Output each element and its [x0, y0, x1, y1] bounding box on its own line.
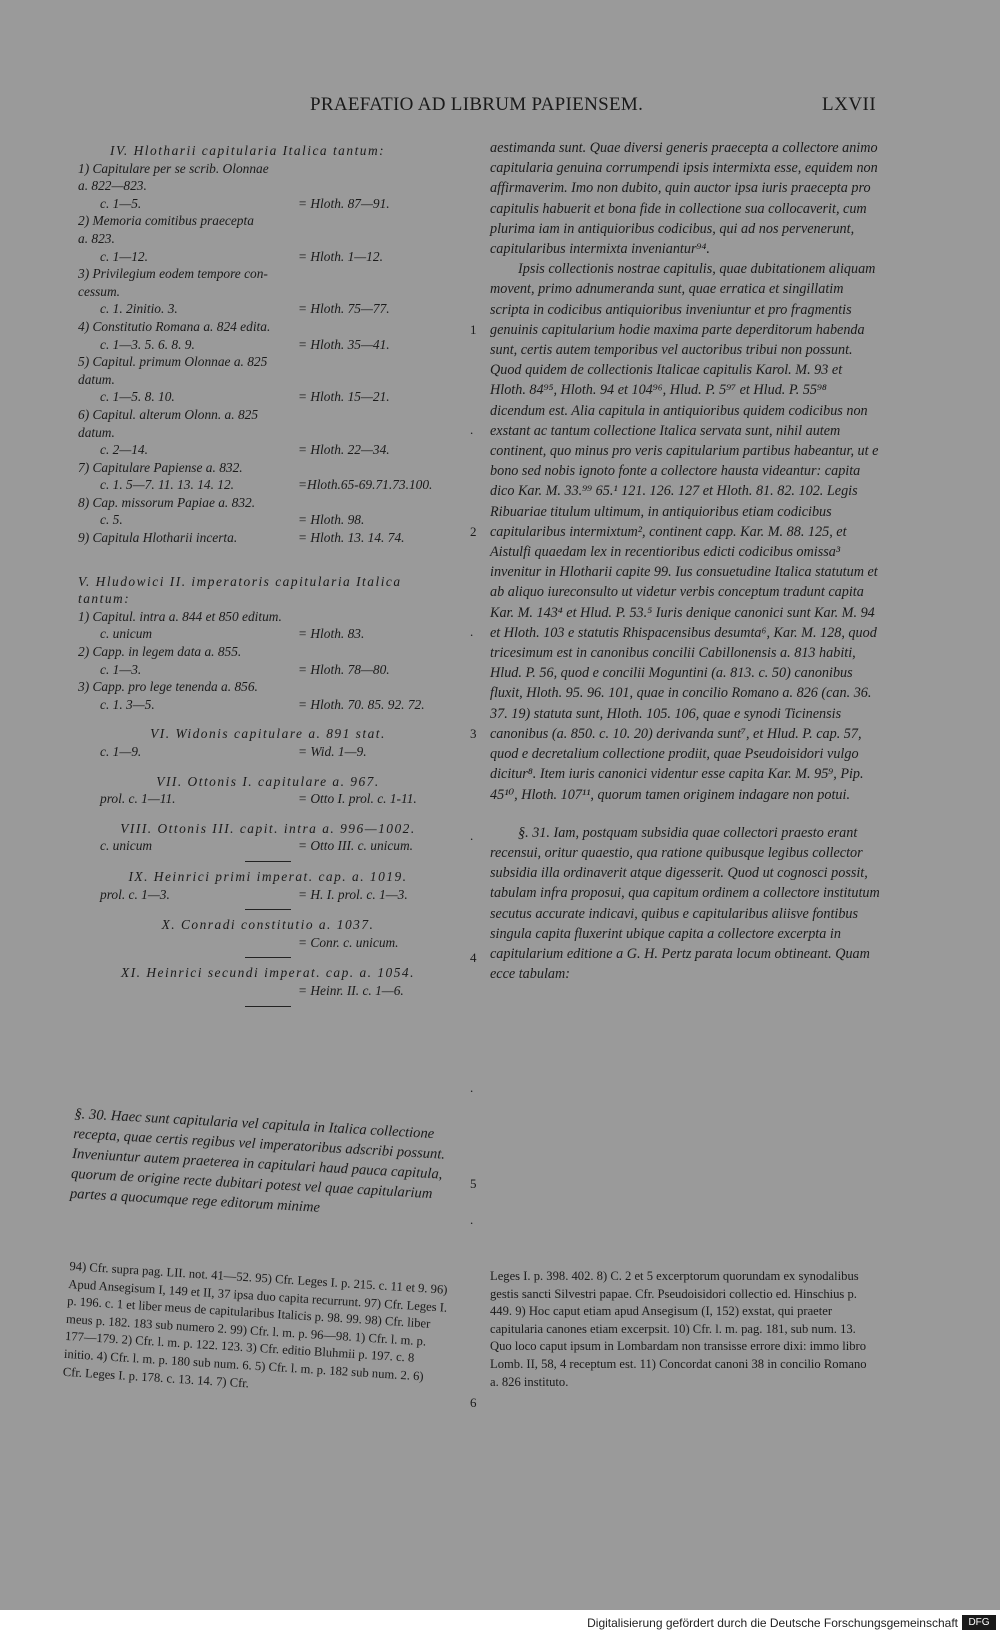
- entry-reference: = Hloth. 13. 14. 74.: [298, 530, 405, 546]
- entry-reference: = Wid. 1—9.: [298, 744, 367, 759]
- entry-label: 8) Cap. missorum Papiae a. 832.: [78, 494, 256, 510]
- entry-row: [78, 696, 458, 714]
- entry-row: [78, 195, 458, 213]
- entry-row: [78, 424, 458, 442]
- entry-label: 1) Capitul. intra a. 844 et 850 editum.: [78, 608, 282, 624]
- entry-reference: = Otto III. c. unicum.: [298, 838, 414, 854]
- margin-number: 4: [470, 950, 477, 965]
- entry-reference: = Hloth. 22—34.: [298, 442, 390, 458]
- entry-row: [78, 459, 458, 477]
- entry-label: 2) Memoria comitibus praecepta: [78, 213, 254, 229]
- margin-number: 3: [470, 726, 477, 741]
- entry-row: [78, 265, 458, 283]
- entry-row: [78, 743, 458, 761]
- entry-row: [78, 230, 458, 248]
- entry-row: [78, 248, 458, 266]
- paragraph-31: §. 31. Iam, postquam subsidia quae collectori praesto erant recensui, oritur quaestio, qua ratione quibusque legibus collector subsidia illa ordinaverit atque digesserit. Quod ut cognosci possit, tabulam infra proposui, qua capitum ordinem a collectore institutum secutus accurate indicavi, quibus e capitularibus aliisve fontibus singula capita fluxerint ubique capita a collectore excerpta in capitularium editione a G. H. Pertz parata locum obtineant. Quam ecce tabulam:: [490, 824, 880, 983]
- section-iv-title: IV. Hlotharii capitularia Italica tantum:: [110, 143, 386, 158]
- entry-label: c. 1—5.: [100, 195, 142, 211]
- entry-row: [78, 177, 458, 195]
- section-xi-list: [78, 982, 458, 1000]
- margin-dot: .: [470, 1212, 474, 1227]
- entry-label: 9) Capitula Hlotharii incerta.: [78, 530, 238, 546]
- entry-reference: = Hloth. 83.: [298, 626, 365, 642]
- entry-label: prol. c. 1—3.: [100, 886, 170, 902]
- section-vi-title: VI. Widonis capitulare a. 891 stat.: [150, 726, 386, 742]
- entry-row: [78, 511, 458, 529]
- entry-row: [78, 476, 458, 494]
- entry-row: [78, 406, 458, 424]
- margin-dot: .: [470, 422, 474, 437]
- entry-row: [78, 318, 458, 336]
- margin-dot: .: [470, 624, 474, 639]
- entry-label: c. 1. 5—7. 11. 13. 14. 12.: [100, 477, 235, 493]
- entry-row: [78, 837, 458, 855]
- entry-reference: = Hloth. 15—21.: [298, 389, 390, 405]
- entry-label: a. 822—823.: [78, 178, 147, 194]
- entry-label: datum.: [78, 371, 115, 387]
- right-column: [490, 138, 880, 984]
- footer-credit: Digitalisierung gefördert durch die Deutsche Forschungsgemeinschaft: [587, 1616, 958, 1630]
- entry-row: [78, 283, 458, 301]
- section-vii-list: [78, 790, 458, 808]
- entry-label: prol. c. 1—11.: [100, 791, 176, 807]
- entry-row: [78, 529, 458, 547]
- entry-label: 2) Capp. in legem data a. 855.: [78, 644, 242, 660]
- entry-reference: = Hloth. 35—41.: [298, 336, 390, 352]
- margin-dot: .: [470, 828, 474, 843]
- entry-row: [78, 371, 458, 389]
- entry-row: [78, 353, 458, 371]
- margin-number: 6: [470, 1395, 477, 1410]
- section-x-title: X. Conradi constitutio a. 1037.: [161, 917, 375, 933]
- entry-row: [78, 212, 458, 230]
- entry-label: c. 1—9.: [100, 744, 142, 759]
- section-v-list: [78, 608, 458, 714]
- entry-row: [78, 643, 458, 661]
- section-vii-title: VII. Ottonis I. capitulare a. 967.: [156, 773, 380, 789]
- page-number: LXVII: [822, 94, 877, 115]
- section-v-title: V. Hludowici II. imperatoris capitularia Italica tantum:: [78, 573, 402, 607]
- entry-row: [78, 160, 458, 178]
- left-column: [78, 142, 458, 1013]
- entry-row: [78, 790, 458, 808]
- paragraph-right-2: Ipsis collectionis nostrae capitulis, quae dubitationem aliquam movent, primo adnumeranda sunt, quae erratica et singillatim scripta in codicibus antiquioribus inveniuntur et pro fragmentis genuinis capitularium hodie maxima parte deperditorum habenda sunt, certis autem temporibus vel auctoribus tribui non possunt. Quod quidem de collectionis Italicae capitulis Karol. M. 93 et Hloth. 84⁹⁵, Hloth. 94 et 104⁹⁶, Hlud. P. 5⁹⁷ et Hlud. P. 55⁹⁸ dicendum est. Alia capitula in antiquioribus quidem codicibus non exstant ac tantum collectione Italica servata sunt, nihil autem continent, quo minus pro veris capitularium partibus habeantur, ut e bono sed nobis ignoto fonte a collectore hausta videantur: capita dico Kar. M. 33.⁹⁹ 65.¹ 121. 126. 127 et Hloth. 81. 82. 102. Legis Ribuariae titulum ultimum, in antiquioribus etiam codicibus capitularibus intermixtum², continent capp. Kar. M. 88. 125, et Aistulfi quaedam lex in recentioribus edicti codicibus omissa³ invenitur in Hlotharii capite 99. Ius consuetudine Italica statutum et ab aliquo iureconsulto ut videtur verbis conceptum tradunt capita Kar. M. 143⁴ et Hlud. P. 53.⁵ Iuris denique canonici sunt Kar. M. 94 et Hloth. 103 e statutis Rhispacensibus desumta⁶, Kar. M. 128, quod tricesimum est in canonibus concilii Cabillonensis a. 813 habiti, Hlud. P. 56, quod e concilii Moguntini (a. 813. c. 50) canonibus fluxit, Hloth. 95. 96. 101, quae in concilio Romano a. 826 (can. 36. 37. 19) statuta sunt, Hloth. 105. 106, quae e synodi Ticinensis canonibus (a. 850. c. 10. 20) derivanda sunt⁷, et Hlud. P. cap. 57, quod e decretalium collectione prodiit, quae Pseudoisidori vulgo dicitur⁸. Item iuris canonici videntur esse capita Kar. M. 95⁹, Pip. 45¹⁰, Hloth. 107¹¹, quorum tamen originem indagare non potui.: [490, 261, 879, 803]
- entry-label: 1) Capitulare per se scrib. Olonnae: [78, 160, 269, 176]
- entry-label: 6) Capitul. alterum Olonn. a. 825: [78, 406, 259, 422]
- section-x-list: [78, 934, 458, 952]
- margin-number: 1: [470, 322, 477, 337]
- entry-row: [78, 661, 458, 679]
- entry-row: [78, 982, 458, 1000]
- entry-row: [78, 494, 458, 512]
- entry-row: [78, 678, 458, 696]
- divider: [245, 861, 291, 862]
- entry-row: [78, 336, 458, 354]
- entry-reference: =Hloth.65-69.71.73.100.: [298, 477, 433, 493]
- entry-row: [78, 441, 458, 459]
- entry-label: c. 5.: [100, 512, 123, 528]
- footnotes-left: 94) Cfr. supra pag. LII. not. 41—52. 95) Cfr. Leges I. p. 215. c. 11 et 9. 96) Apud Ansegisum I, 149 et II, 37 ipsa duo capita recurrunt. 97) Cfr. Leges I. p. 196. c. 1 et liber meus de capitularibus Italicis p. 98. 99. 98) Cfr. liber meus p. 182. 183 sub numero 2. 99) Cfr. l. m. p. 96—98. 1) Cfr. l. m. p. 177—179. 2) Cfr. l. m. p. 122. 123. 3) Cfr. editio Bluhmii p. 197. c. 8 initio. 4) Cfr. l. m. p. 180 sub num. 6. 5) Cfr. l. m. p. 182 sub num. 2. 6) Cfr. Leges I. p. 178. c. 13. 14. 7) Cfr.: [62, 1258, 448, 1391]
- entry-reference: = Conr. c. unicum.: [298, 934, 399, 950]
- entry-row: [78, 934, 458, 952]
- footnotes-right: Leges I. p. 398. 402. 8) C. 2 et 5 excerptorum quorundam ex synodalibus gestis sancti Silvestri papae. Cfr. Pseudoisidori collectio ed. Hinschius p. 449. 9) Hoc caput etiam apud Ansegisum (I, 152) exstat, qui praeter capitularia canones etiam excerpsit. 10) Cfr. l. m. pag. 181, sub num. 13. Quo loco caput ipsum in Lombardam non transisse errore dixi: immo libro Lomb. II, 58, 4 receptum est. 11) Concordat canoni 38 in concilio Romano a. 826 instituto.: [490, 1269, 867, 1389]
- entry-label: c. unicum: [100, 626, 153, 642]
- entry-row: [78, 625, 458, 643]
- entry-reference: = Hloth. 78—80.: [298, 661, 390, 677]
- entry-reference: = Hloth. 1—12.: [298, 248, 383, 264]
- entry-row: [78, 886, 458, 904]
- paragraph-right-1: aestimanda sunt. Quae diversi generis praecepta a collectore animo capitularia genuina corrumpendi ipsis intermixta esse, equidem non affirmaverim. Imo non dubito, quin auctor ipsa iuris praecepta pro capitulis habuerit et bona fide in collectione sua collocaverit, cum plurima iam in antiquioribus codicibus, qui ad nos pervenerunt, capitularibus intermixta inveniantur⁹⁴.: [490, 140, 878, 258]
- entry-reference: = Heinr. II. c. 1—6.: [298, 982, 404, 998]
- divider: [245, 957, 291, 958]
- section-ix-list: [78, 886, 458, 904]
- section-vi-list: [78, 743, 458, 761]
- entry-row: [78, 388, 458, 406]
- entry-label: c. 1—3.: [100, 661, 142, 677]
- paragraph-30: §. 30. Haec sunt capitularia vel capitula in Italica collectione recepta, quae certis regibus vel imperatoribus adscribi possunt. Inveniuntur autem praeterea in capitulari haud pauca capitula, quorum de origine recte dubitari potest vel quae capitularium partes a quocumque rege editorum minime: [69, 1105, 446, 1216]
- section-viii-title: VIII. Ottonis III. capit. intra a. 996—1002.: [120, 820, 416, 836]
- margin-number: 5: [470, 1176, 477, 1191]
- entry-row: [78, 608, 458, 626]
- divider: [245, 909, 291, 910]
- section-xi-title: XI. Heinrici secundi imperat. cap. a. 1054.: [121, 965, 415, 981]
- entry-label: datum.: [78, 424, 115, 440]
- entry-label: 3) Capp. pro lege tenenda a. 856.: [78, 679, 258, 695]
- divider: [245, 1006, 291, 1007]
- entry-reference: = H. I. prol. c. 1—3.: [298, 886, 408, 902]
- page-title: PRAEFATIO AD LIBRUM PAPIENSEM.: [310, 94, 644, 115]
- entry-label: c. 1—5. 8. 10.: [100, 389, 175, 405]
- margin-number: 2: [470, 524, 477, 539]
- margin-dot: .: [470, 1080, 474, 1095]
- entry-reference: = Hloth. 98.: [298, 512, 365, 528]
- entry-reference: = Hloth. 75—77.: [298, 301, 390, 317]
- entry-label: 5) Capitul. primum Olonnae a. 825: [78, 354, 268, 370]
- entry-label: c. 1. 2initio. 3.: [100, 301, 178, 317]
- section-ix-title: IX. Heinrici primi imperat. cap. a. 1019.: [128, 868, 408, 884]
- entry-label: c. 2—14.: [100, 442, 148, 458]
- dfg-logo: DFG: [962, 1615, 996, 1630]
- entry-label: 7) Capitulare Papiense a. 832.: [78, 459, 243, 475]
- section-iv-list: [78, 160, 458, 547]
- entry-label: c. 1. 3—5.: [100, 696, 155, 712]
- entry-row: [78, 300, 458, 318]
- entry-label: c. 1—3. 5. 6. 8. 9.: [100, 336, 195, 352]
- entry-reference: = Hloth. 70. 85. 92. 72.: [298, 696, 425, 712]
- entry-label: c. unicum: [100, 838, 153, 854]
- entry-label: 3) Privilegium eodem tempore con-: [78, 266, 268, 282]
- entry-label: c. 1—12.: [100, 248, 148, 264]
- entry-label: cessum.: [78, 283, 121, 299]
- entry-reference: = Hloth. 87—91.: [298, 195, 390, 211]
- entry-label: 4) Constitutio Romana a. 824 edita.: [78, 318, 271, 334]
- entry-reference: = Otto I. prol. c. 1-11.: [298, 791, 417, 807]
- section-viii-list: [78, 837, 458, 855]
- entry-label: a. 823.: [78, 230, 115, 246]
